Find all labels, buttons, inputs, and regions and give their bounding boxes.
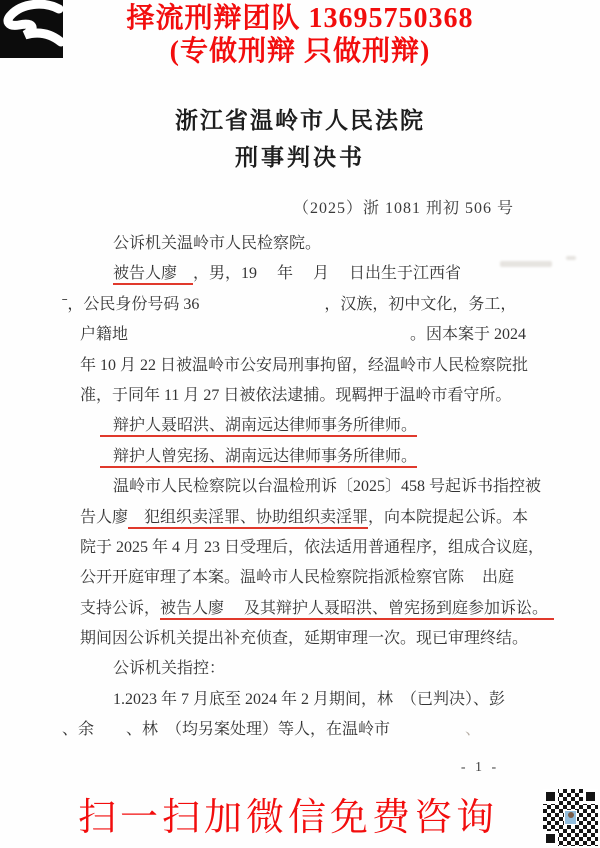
body-line: 告人廖 犯组织卖淫罪、协助组织卖淫罪，向本院提起公诉。本 — [80, 503, 572, 533]
body-line: 温岭市人民检察院以台温检刑诉〔2025〕458 号起诉书指控被 — [113, 478, 542, 496]
body-line — [80, 442, 572, 472]
court-name-title: 浙江省温岭市人民法院 — [175, 108, 425, 133]
body-line: 公开开庭审理了本案。温岭市人民检察院指派检察官陈 出庭 — [80, 569, 515, 587]
document-type-title: 刑事判决书 — [235, 145, 365, 170]
case-number: （2025）浙 1081 刑初 506 号 — [293, 200, 515, 217]
wechat-qr-code — [543, 789, 598, 846]
red-underlined-charges: 犯组织卖淫罪、协助组织卖淫罪 — [128, 509, 368, 529]
body-line: 院于 2025 年 4 月 23 日受理后，依法适用普通程序，组成合议庭， — [80, 538, 545, 556]
body-line: 、余 、林 （均另案处理）等人，在温岭市 、 — [62, 721, 482, 739]
page-number: - 1 - — [460, 760, 500, 775]
body-line: 公诉机关温岭市人民检察院。 — [113, 235, 322, 252]
document-body — [62, 229, 572, 746]
body-line: 准，于同年 11 月 27 日被依法逮捕。现羁押于温岭市看守所。 — [80, 386, 512, 404]
redaction-gap — [390, 733, 465, 734]
body-line — [80, 411, 572, 441]
red-underlined-defender-2: 辩护人曾宪扬、湖南远达律师事务所律师。 — [100, 448, 417, 468]
watermark-team-phone: 择流刑辩团队 13695750368 — [126, 3, 474, 34]
red-underlined-appearance: 被告人廖 及其辩护人聂昭洪、曾宪扬到庭参加诉讼。 — [160, 600, 554, 620]
body-line: ˉ，公民身份号码 36 ，汉族，初中文化，务工， — [62, 295, 517, 313]
qr-finder-icon — [543, 789, 558, 804]
redaction-gap — [128, 338, 410, 339]
red-underlined-defendant: 被告人廖 — [113, 265, 193, 285]
bottom-watermark-text: 扫一扫加微信免费咨询 — [77, 797, 498, 839]
body-line: 被告人廖 ，男，19 年 月 日出生于江西省 — [80, 259, 572, 289]
body-line: 期间因公诉机关提出补充侦查，延期审理一次。现已审理终结。 — [80, 630, 529, 648]
qr-center-avatar — [564, 810, 577, 825]
red-underlined-defender-1: 辩护人聂昭洪、湖南远达律师事务所律师。 — [100, 417, 417, 437]
body-line: 公诉机关指控： — [113, 660, 226, 678]
body-line: 1.2023 年 7 月底至 2024 年 2 月期间，林 （已判决）、彭 — [113, 690, 506, 708]
faint-scan-mark: 、 — [465, 721, 482, 739]
redaction-gap — [464, 581, 482, 582]
body-line: 户籍地 。因本案于 2024 — [80, 326, 527, 344]
body-line: 年 10 月 22 日被温岭市公安局刑事拘留，经温岭市人民检察院批 — [80, 356, 529, 374]
body-line: 支持公诉，被告人廖 及其辩护人聂昭洪、曾宪扬到庭参加诉讼。 — [80, 594, 572, 624]
watermark-slogan: (专做刑辩 只做刑辩) — [169, 36, 431, 67]
redaction-gap — [199, 308, 324, 309]
qr-finder-icon — [543, 831, 558, 846]
top-watermark — [0, 2, 600, 68]
qr-finder-icon — [583, 789, 598, 804]
